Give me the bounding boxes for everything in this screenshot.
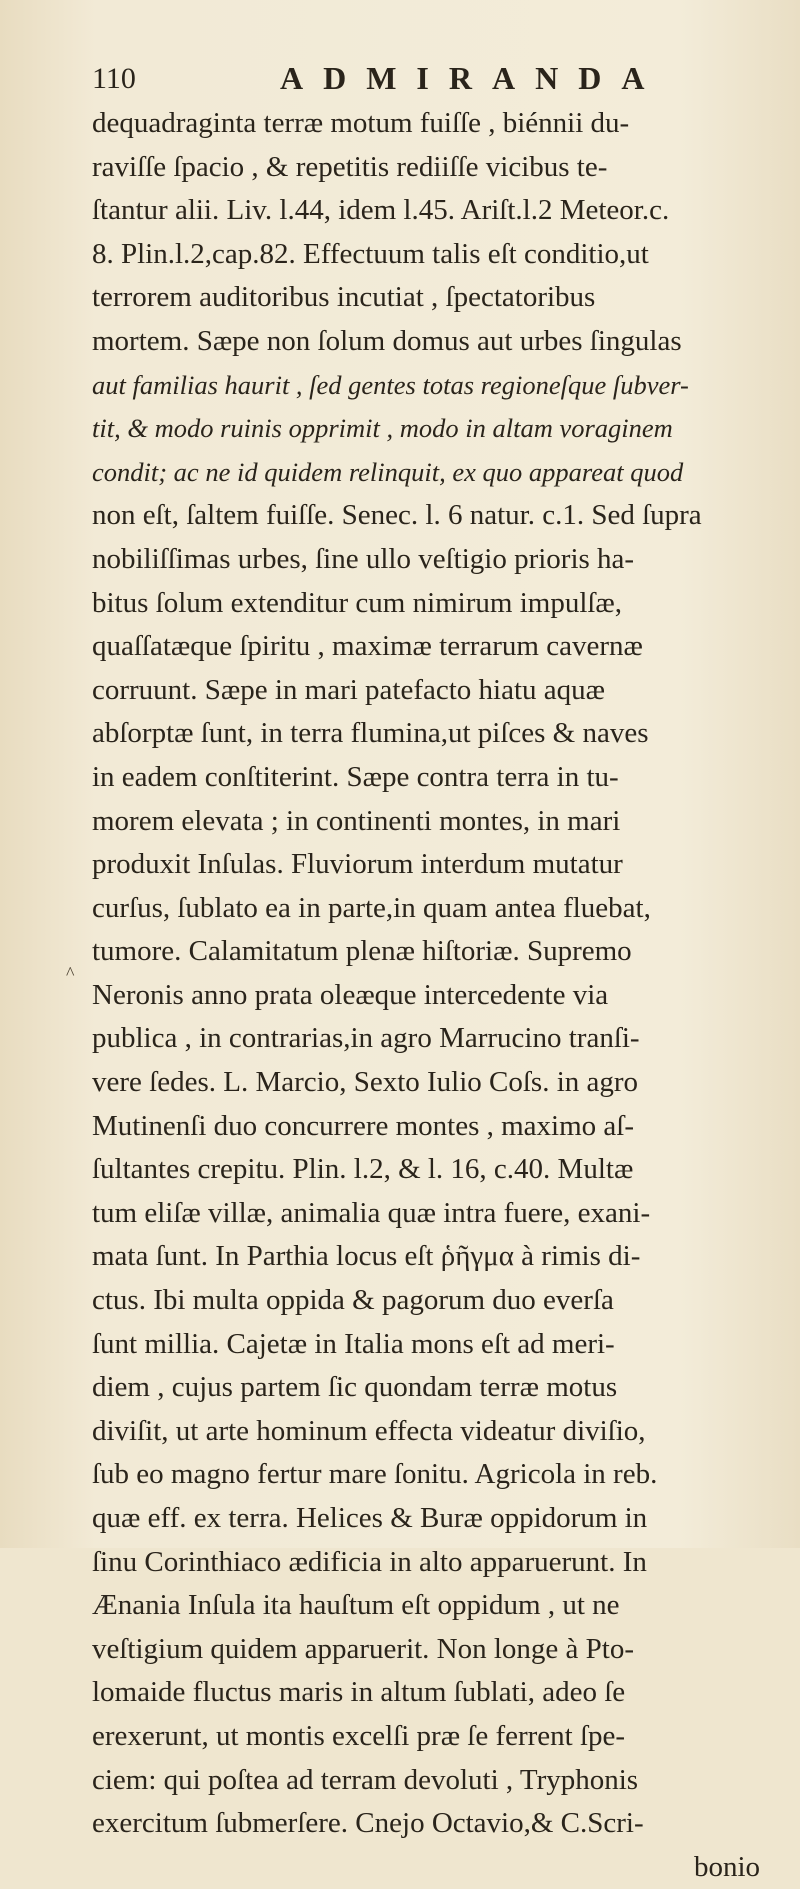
text-line: Mutinenſi duo concurrere montes , maximo aſ-	[92, 1109, 634, 1142]
text-line: quaſſatæque ſpiritu , maximæ terrarum cavernæ	[92, 630, 643, 663]
text-line: ſunt millia. Cajetæ in Italia mons eſt ad meri-	[92, 1327, 615, 1360]
text-line: publica , in contrarias,in agro Marrucino tranſi-	[92, 1022, 640, 1055]
text-line: bitus ſolum extenditur cum nimirum impulſæ,	[92, 586, 623, 619]
text-line: ctus. Ibi multa oppida & pagorum duo everſa	[92, 1284, 614, 1317]
text-line: 8. Plin.l.2,cap.82. Effectuum talis eſt conditio,ut	[92, 237, 649, 270]
text-line: tit, & modo ruinis opprimit , modo in altam voraginem	[92, 413, 673, 444]
text-line: diem , cujus partem ſic quondam terræ motus	[92, 1371, 618, 1404]
page-number: 110	[92, 62, 136, 95]
text-line: curſus, ſublato ea in parte,in quam antea fluebat,	[92, 891, 651, 924]
text-line: morem elevata ; in continenti montes, in mari	[92, 804, 621, 837]
text-line: aut familias haurit , ſed gentes totas regioneſque ſubver-	[92, 369, 689, 400]
text-line: Neronis anno prata oleæque intercedente via	[92, 978, 609, 1011]
text-line: ſub eo magno fertur mare ſonitu. Agricola in reb.	[92, 1458, 658, 1491]
text-line: erexerunt, ut montis excelſi præ ſe ferrent ſpe-	[92, 1719, 626, 1752]
text-line: quæ eff. ex terra. Helices & Buræ oppidorum in	[92, 1502, 648, 1534]
text-line: mortem. Sæpe non ſolum domus aut urbes ſingulas	[92, 324, 682, 357]
running-head: ADMIRANDA	[280, 60, 665, 96]
body-text	[92, 102, 762, 1889]
text-line: diviſit, ut arte hominum effecta videatur diviſio,	[92, 1414, 646, 1447]
text-line: non eſt, ſaltem fuiſſe. Senec. l. 6 natur. c.1. Sed ſupra	[92, 499, 702, 532]
text-line: Ænania Inſula ita hauſtum eſt oppidum , ut ne	[92, 1589, 620, 1622]
text-line: veſtigium quidem apparuerit. Non longe à Pto-	[92, 1632, 635, 1665]
text-line: produxit Inſulas. Fluviorum interdum mutatur	[92, 848, 623, 881]
text-line: ſtantur alii. Liv. l.44, idem l.45. Ariſt.l.2 Meteor.c.	[92, 194, 670, 227]
text-line: tum eliſæ villæ, animalia quæ intra fuere, exani-	[92, 1196, 651, 1229]
text-line: abſorptæ ſunt, in terra flumina,ut piſces & naves	[92, 717, 649, 750]
text-line: ſinu Corinthiaco ædificia in alto apparuerunt. In	[92, 1545, 647, 1578]
text-line: corruunt. Sæpe in mari patefacto hiatu aquæ	[92, 673, 605, 706]
text-line: mata ſunt. In Parthia locus eſt ῥῆγμα à rimis di-	[92, 1240, 641, 1273]
page-header	[92, 58, 752, 98]
text-line: nobiliſſimas urbes, ſine ullo veſtigio prioris ha-	[92, 542, 635, 575]
text-line-catchword: bonio	[693, 1850, 760, 1883]
text-line: in eadem conſtiterint. Sæpe contra terra in tu-	[92, 760, 619, 793]
text-line: raviſſe ſpacio , & repetitis rediiſſe vicibus te-	[92, 150, 608, 183]
text-line: exercitum ſubmerſere. Cnejo Octavio,& C.Scri-	[92, 1807, 644, 1840]
text-line: ſultantes crepitu. Plin. l.2, & l. 16, c.40. Multæ	[92, 1153, 634, 1186]
text-line: condit; ac ne id quidem relinquit, ex quo appareat quod	[92, 456, 684, 487]
text-line: ciem: qui poſtea ad terram devoluti , Tryphonis	[92, 1763, 639, 1796]
margin-mark: ^	[66, 963, 75, 983]
text-line: terrorem auditoribus incutiat , ſpectatoribus	[92, 281, 596, 314]
text-line: tumore. Calamitatum plenæ hiſtoriæ. Supremo	[92, 935, 632, 968]
text-line: vere ſedes. L. Marcio, Sexto Iulio Coſs. in agro	[92, 1066, 639, 1099]
text-line: lomaide fluctus maris in altum ſublati, adeo ſe	[92, 1676, 626, 1709]
text-line: dequadraginta terræ motum fuiſſe , biénnii du-	[92, 107, 630, 139]
